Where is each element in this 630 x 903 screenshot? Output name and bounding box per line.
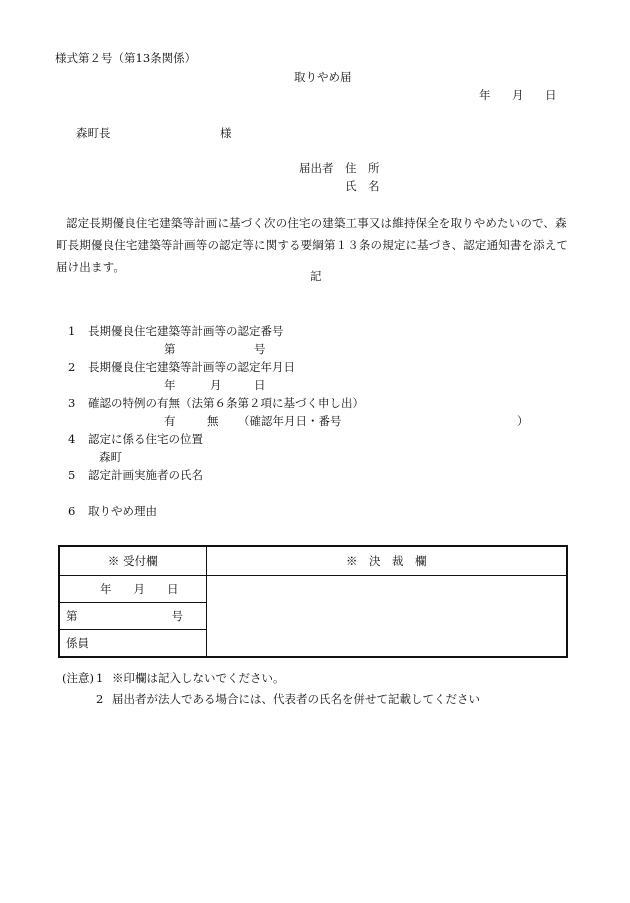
ki-heading: 記 <box>310 269 322 283</box>
item-number: 5 <box>68 468 76 482</box>
item-label: 取りやめ理由 <box>88 504 157 518</box>
notifier-label: 届出者 <box>299 161 334 175</box>
item2-year: 年 <box>164 378 176 392</box>
item1-prefix: 第 <box>164 342 176 356</box>
item2-month: 月 <box>210 378 222 392</box>
item-label: 認定に係る住宅の位置 <box>88 432 203 446</box>
item3-no: 無 <box>207 414 219 428</box>
item2-day: 日 <box>254 378 266 392</box>
body-paragraph: 認定長期優良住宅建築等計画に基づく次の住宅の建築工事又は維持保全を取りやめたいので、森町長期優良住宅建築等計画等の認定等に関する要綱第１３条の規定に基づき、認定通知書を添えて届け出ます。 <box>56 216 569 274</box>
notifier-name-label: 氏 名 <box>345 179 380 193</box>
addressee-honorific: 様 <box>220 126 232 140</box>
note-text: 届出者が法人である場合には、代表者の氏名を併せて記載してください <box>112 692 480 706</box>
date-year-label: 年 <box>479 88 491 102</box>
item-number: 4 <box>68 432 76 446</box>
decision-header: ※ 決 裁 欄 <box>206 546 567 576</box>
reception-staff-label: 係員 <box>66 636 89 650</box>
reception-date-day: 日 <box>167 582 179 596</box>
item-label: 長期優良住宅建築等計画等の認定番号 <box>88 324 284 338</box>
form-number: 様式第２号（第13条関係） <box>55 51 197 65</box>
document-title: 取りやめ届 <box>294 70 352 84</box>
note-number: 1 <box>96 671 104 685</box>
reception-table <box>58 545 568 658</box>
addressee-name: 森町長 <box>76 126 111 140</box>
item3-yes: 有 <box>164 414 176 428</box>
item3-confirm-close: ） <box>517 414 529 428</box>
item4-value: 森町 <box>99 450 122 464</box>
note-number: 2 <box>96 692 104 706</box>
item-number: 6 <box>68 504 76 518</box>
reception-date-month: 月 <box>133 582 145 596</box>
item1-suffix: 号 <box>254 342 266 356</box>
reception-header: ※ 受付欄 <box>59 546 206 576</box>
item-number: 2 <box>68 360 76 374</box>
item-label: 確認の特例の有無（法第６条第２項に基づく申し出） <box>88 396 364 410</box>
reception-number-prefix: 第 <box>66 609 78 623</box>
reception-number-cell[interactable] <box>59 603 206 630</box>
item3-confirm-open: （確認年月日・番号 <box>238 414 342 428</box>
reception-date-cell[interactable] <box>59 576 206 603</box>
notifier-address-label: 住 所 <box>345 161 380 175</box>
note-text: ※印欄は記入しないでください。 <box>112 671 285 685</box>
reception-staff-cell[interactable] <box>59 630 206 658</box>
notes-label: (注意) <box>62 671 94 685</box>
date-month-label: 月 <box>512 88 524 102</box>
decision-cell[interactable] <box>206 576 567 658</box>
item-label: 長期優良住宅建築等計画等の認定年月日 <box>88 360 295 374</box>
reception-number-suffix: 号 <box>171 609 183 623</box>
reception-date-year: 年 <box>100 582 112 596</box>
item-number: 3 <box>68 396 76 410</box>
date-day-label: 日 <box>545 88 557 102</box>
item-label: 認定計画実施者の氏名 <box>88 468 203 482</box>
item-number: 1 <box>68 324 76 338</box>
